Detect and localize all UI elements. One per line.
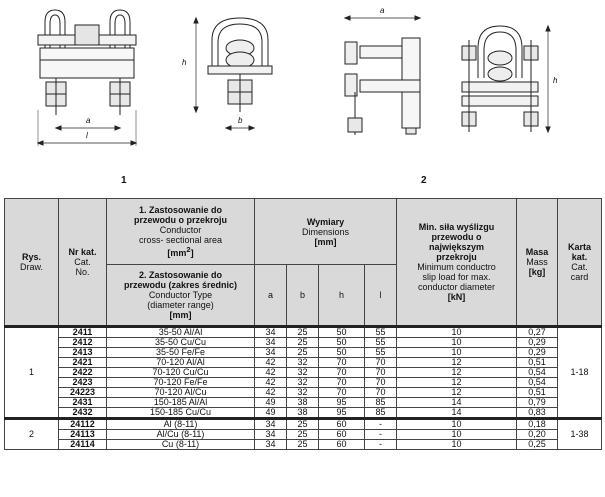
dim-l-cell: 55 bbox=[365, 348, 397, 358]
catalog-number-cell: 2423 bbox=[59, 378, 107, 388]
mass-cell: 0,51 bbox=[517, 358, 558, 368]
slip-load-cell: 10 bbox=[397, 327, 517, 338]
dim-h-cell: 95 bbox=[319, 398, 365, 408]
dim-l-cell: 55 bbox=[365, 338, 397, 348]
application-cell: Cu (8-11) bbox=[107, 440, 255, 450]
mass-cell: 0,18 bbox=[517, 419, 558, 430]
application-cell: 150-185 Cu/Cu bbox=[107, 408, 255, 419]
dim-l-cell: 85 bbox=[365, 408, 397, 419]
slip-load-cell: 10 bbox=[397, 440, 517, 450]
dim-h-cell: 60 bbox=[319, 440, 365, 450]
mass-cell: 0,20 bbox=[517, 430, 558, 440]
mass-cell: 0,54 bbox=[517, 378, 558, 388]
table-row bbox=[5, 440, 602, 450]
dim-l-cell: 70 bbox=[365, 358, 397, 368]
catalog-number-cell: 2431 bbox=[59, 398, 107, 408]
dim-h-cell: 50 bbox=[319, 338, 365, 348]
dim-a-cell: 49 bbox=[255, 398, 287, 408]
dim-a-cell: 34 bbox=[255, 440, 287, 450]
dim-label-h-fig1: h bbox=[182, 58, 187, 67]
dim-label-l-fig1: l bbox=[86, 131, 88, 140]
fig1-side-view bbox=[194, 18, 272, 130]
application-cell: 70-120 Al/Cu bbox=[107, 388, 255, 398]
mass-cell: 0,29 bbox=[517, 338, 558, 348]
application-cell: 35-50 Al/Al bbox=[107, 327, 255, 338]
application-cell: Al/Cu (8-11) bbox=[107, 430, 255, 440]
application-cell: 35-50 Cu/Cu bbox=[107, 338, 255, 348]
catalog-number-cell: 2411 bbox=[59, 327, 107, 338]
dim-label-a-fig1: a bbox=[86, 116, 91, 125]
catalog-number-cell: 2421 bbox=[59, 358, 107, 368]
dim-h-cell: 50 bbox=[319, 327, 365, 338]
dim-h-cell: 70 bbox=[319, 368, 365, 378]
dim-b-cell: 25 bbox=[287, 327, 319, 338]
header-mass: Masa Mass [kg] bbox=[517, 199, 558, 327]
application-cell: 35-50 Fe/Fe bbox=[107, 348, 255, 358]
slip-load-cell: 10 bbox=[397, 430, 517, 440]
dim-b-cell: 32 bbox=[287, 388, 319, 398]
dim-h-cell: 60 bbox=[319, 419, 365, 430]
mass-cell: 0,54 bbox=[517, 368, 558, 378]
dim-a-cell: 34 bbox=[255, 348, 287, 358]
header-catalog-number: Nr kat. Cat. No. bbox=[59, 199, 107, 327]
table-row bbox=[5, 398, 602, 408]
header-catalog-card: Karta kat. Cat. card bbox=[558, 199, 602, 327]
catalog-card-cell: 1-18 bbox=[558, 327, 602, 419]
dim-l-cell: - bbox=[365, 440, 397, 450]
dim-a-cell: 42 bbox=[255, 378, 287, 388]
dim-l-cell: 55 bbox=[365, 327, 397, 338]
dim-a-cell: 34 bbox=[255, 419, 287, 430]
clamp-drawings-svg bbox=[0, 0, 605, 195]
mass-cell: 0,27 bbox=[517, 327, 558, 338]
catalog-number-cell: 2412 bbox=[59, 338, 107, 348]
dim-b-cell: 25 bbox=[287, 430, 319, 440]
slip-load-cell: 12 bbox=[397, 388, 517, 398]
dim-h-cell: 70 bbox=[319, 388, 365, 398]
dim-h-cell: 60 bbox=[319, 430, 365, 440]
catalog-number-cell: 2413 bbox=[59, 348, 107, 358]
slip-load-cell: 14 bbox=[397, 398, 517, 408]
table-row bbox=[5, 358, 602, 368]
catalog-number-cell: 24114 bbox=[59, 440, 107, 450]
dim-a-cell: 34 bbox=[255, 338, 287, 348]
catalog-number-cell: 24112 bbox=[59, 419, 107, 430]
dim-b-cell: 25 bbox=[287, 338, 319, 348]
catalog-card-cell: 1-38 bbox=[558, 419, 602, 450]
dim-h-cell: 95 bbox=[319, 408, 365, 419]
drawing-cell: 1 bbox=[5, 327, 59, 419]
header-dim-a: a bbox=[255, 265, 287, 327]
slip-load-cell: 10 bbox=[397, 419, 517, 430]
catalog-number-cell: 2432 bbox=[59, 408, 107, 419]
application-cell: 150-185 Al/Al bbox=[107, 398, 255, 408]
dim-l-cell: - bbox=[365, 419, 397, 430]
dim-b-cell: 25 bbox=[287, 440, 319, 450]
catalog-number-cell: 2422 bbox=[59, 368, 107, 378]
dim-a-cell: 34 bbox=[255, 327, 287, 338]
dim-h-cell: 70 bbox=[319, 358, 365, 368]
table-row bbox=[5, 408, 602, 419]
header-dim-h: h bbox=[319, 265, 365, 327]
dim-b-cell: 32 bbox=[287, 368, 319, 378]
header-dim-b: b bbox=[287, 265, 319, 327]
dim-label-b-fig1: b bbox=[238, 116, 243, 125]
slip-load-cell: 14 bbox=[397, 408, 517, 419]
catalog-number-cell: 24223 bbox=[59, 388, 107, 398]
slip-load-cell: 12 bbox=[397, 368, 517, 378]
slip-load-cell: 12 bbox=[397, 378, 517, 388]
dim-b-cell: 38 bbox=[287, 398, 319, 408]
dim-b-cell: 25 bbox=[287, 348, 319, 358]
dim-a-cell: 42 bbox=[255, 368, 287, 378]
dim-l-cell: - bbox=[365, 430, 397, 440]
dim-b-cell: 25 bbox=[287, 419, 319, 430]
header-dimensions: Wymiary Dimensions [mm] bbox=[255, 199, 397, 265]
dim-b-cell: 32 bbox=[287, 358, 319, 368]
fig2-side-view bbox=[345, 16, 420, 135]
mass-cell: 0,79 bbox=[517, 398, 558, 408]
mass-cell: 0,83 bbox=[517, 408, 558, 419]
header-application-diameter: 2. Zastosowanie do przewodu (zakres średnic) Conductor Type (diameter range) [mm] bbox=[107, 265, 255, 327]
figure-1-label: 1 bbox=[121, 175, 127, 186]
mass-cell: 0,29 bbox=[517, 348, 558, 358]
table-row bbox=[5, 430, 602, 440]
application-cell: Al (8-11) bbox=[107, 419, 255, 430]
application-cell: 70-120 Cu/Cu bbox=[107, 368, 255, 378]
dim-a-cell: 42 bbox=[255, 358, 287, 368]
application-cell: 70-120 Al/Al bbox=[107, 358, 255, 368]
dim-a-cell: 49 bbox=[255, 408, 287, 419]
technical-drawings bbox=[0, 0, 605, 195]
catalog-number-cell: 24113 bbox=[59, 430, 107, 440]
mass-cell: 0,51 bbox=[517, 388, 558, 398]
table-row bbox=[5, 378, 602, 388]
dim-l-cell: 85 bbox=[365, 398, 397, 408]
dim-l-cell: 70 bbox=[365, 378, 397, 388]
dim-l-cell: 70 bbox=[365, 368, 397, 378]
dim-h-cell: 50 bbox=[319, 348, 365, 358]
dim-b-cell: 38 bbox=[287, 408, 319, 419]
slip-load-cell: 12 bbox=[397, 358, 517, 368]
table-row bbox=[5, 348, 602, 358]
figure-2-label: 2 bbox=[421, 175, 427, 186]
table-row bbox=[5, 388, 602, 398]
dim-label-a-fig2: a bbox=[380, 6, 385, 15]
header-slip-load: Min. siła wyślizgu przewodu o największym przekroju Minimum conductro slip load for max. conductor diameter [kN] bbox=[397, 199, 517, 327]
table-row bbox=[5, 327, 602, 338]
table-row bbox=[5, 368, 602, 378]
mass-cell: 0,25 bbox=[517, 440, 558, 450]
dim-h-cell: 70 bbox=[319, 378, 365, 388]
dim-b-cell: 32 bbox=[287, 378, 319, 388]
application-cell: 70-120 Fe/Fe bbox=[107, 378, 255, 388]
fig1-front-view bbox=[38, 10, 136, 146]
table-row bbox=[5, 338, 602, 348]
slip-load-cell: 10 bbox=[397, 338, 517, 348]
drawing-cell: 2 bbox=[5, 419, 59, 450]
dim-label-h-fig2: h bbox=[553, 76, 558, 85]
dim-a-cell: 42 bbox=[255, 388, 287, 398]
dim-a-cell: 34 bbox=[255, 430, 287, 440]
table-row bbox=[5, 419, 602, 430]
slip-load-cell: 10 bbox=[397, 348, 517, 358]
fig2-front-view bbox=[462, 26, 550, 132]
spec-table-body bbox=[5, 327, 602, 450]
header-drawing: Rys. Draw. bbox=[5, 199, 59, 327]
dim-l-cell: 70 bbox=[365, 388, 397, 398]
spec-table bbox=[4, 198, 602, 450]
header-dim-l: l bbox=[365, 265, 397, 327]
spec-table-wrapper bbox=[4, 198, 601, 450]
header-application-cross-section: 1. Zastosowanie do przewodu o przekroju Conductor cross- sectional area $[mm^2]$ bbox=[107, 199, 255, 265]
